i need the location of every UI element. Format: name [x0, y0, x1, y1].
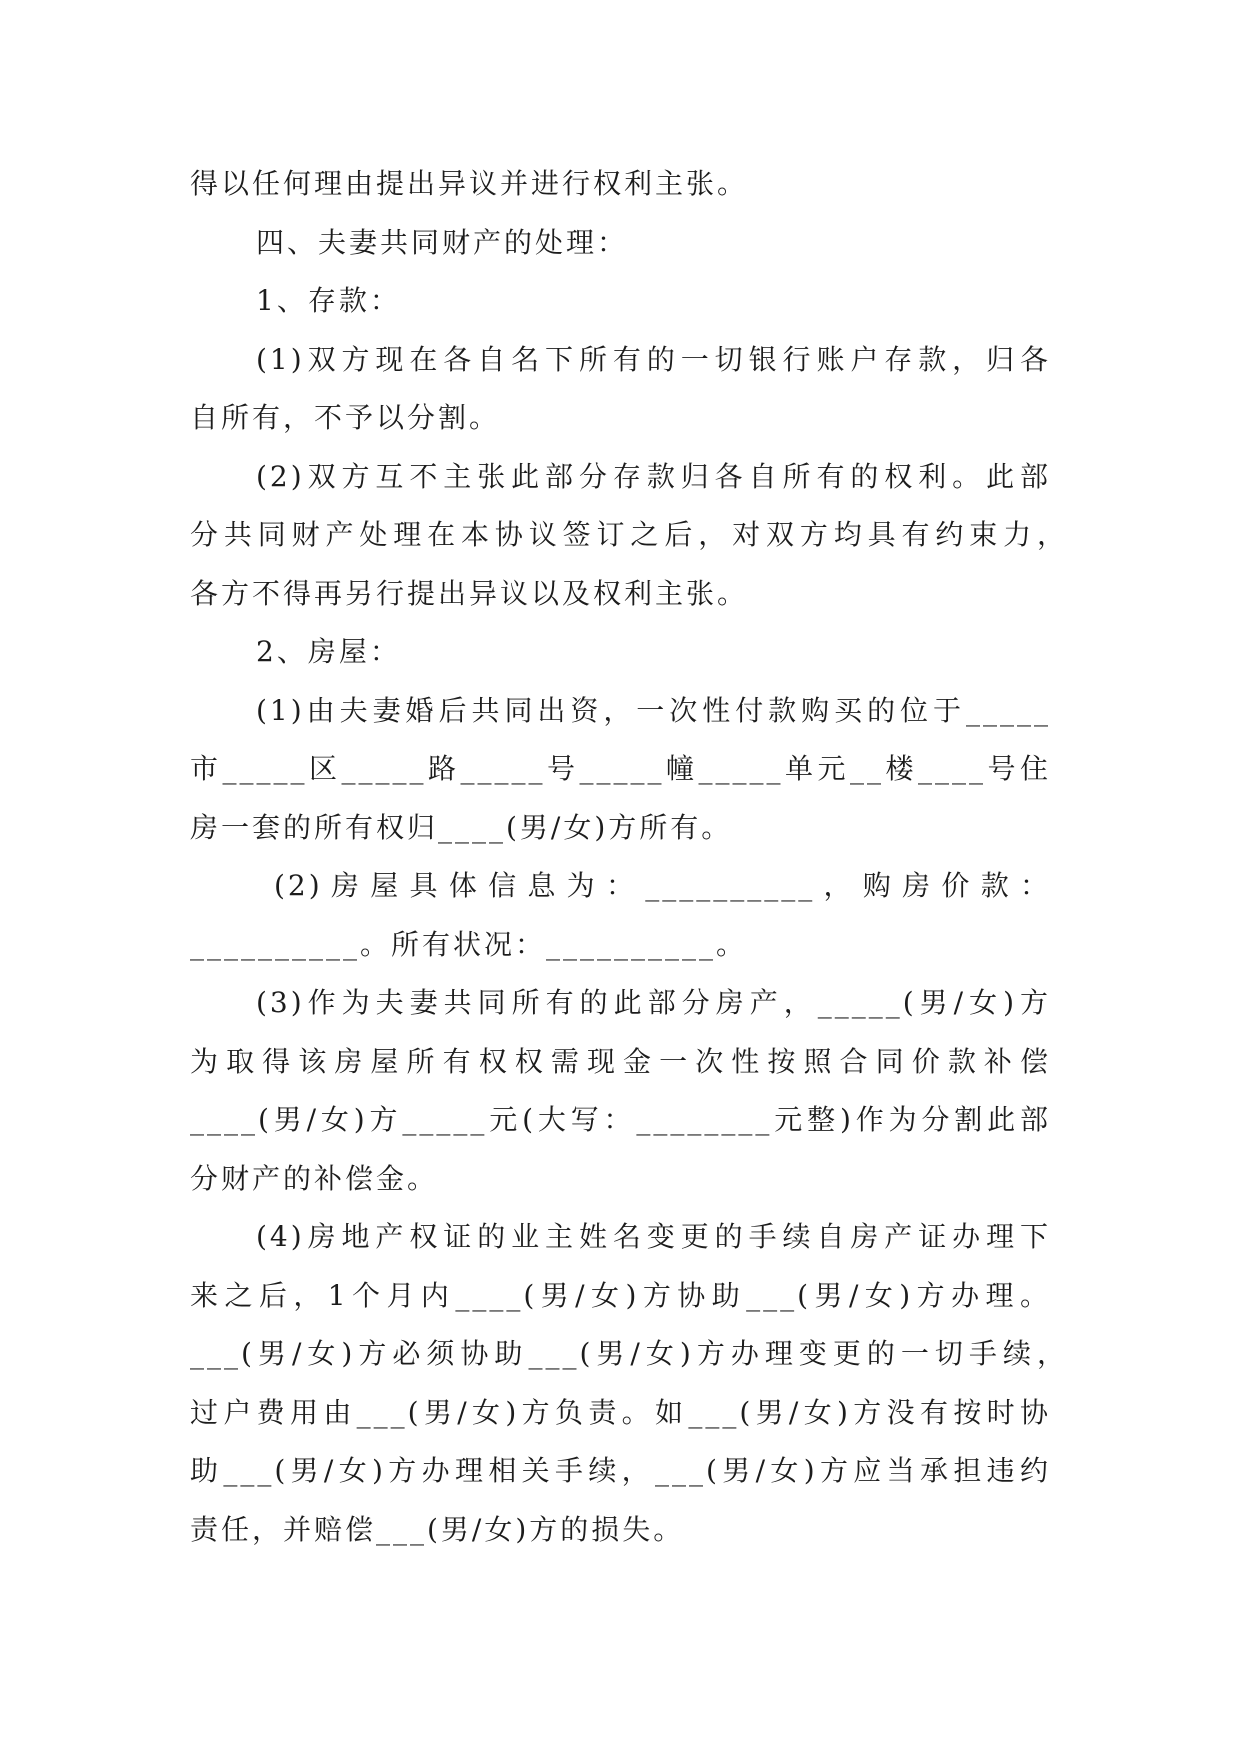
doc-line: (3)作为夫妻共同所有的此部分房产，_____(男/女)方 [256, 986, 1051, 1019]
clause-house-2 [190, 857, 1051, 974]
doc-line: __________。所有状况：__________。 [190, 927, 748, 961]
doc-line: 助___(男/女)方办理相关手续，___(男/女)方应当承担违约 [190, 1454, 1051, 1487]
doc-line: 房一套的所有权归____(男/女)方所有。 [190, 810, 733, 844]
clause-house-3 [190, 974, 1051, 1208]
doc-line: ____(男/女)方_____元(大写：________元整)作为分割此部 [190, 1103, 1051, 1136]
doc-line: 各方不得再另行提出异议以及权利主张。 [190, 576, 749, 610]
doc-line: 为取得该房屋所有权权需现金一次性按照合同价款补偿 [190, 1044, 1051, 1078]
clause-house-4 [190, 1208, 1068, 1559]
doc-line: ___(男/女)方必须协助___(男/女)方办理变更的一切手续， [190, 1337, 1068, 1370]
doc-line: (1)双方现在各自名下所有的一切银行账户存款，归各 [256, 342, 1051, 376]
doc-line: 得以任何理由提出异议并进行权利主张。 [190, 167, 749, 200]
doc-line: 来之后，1个月内____(男/女)方协助___(男/女)方办理。 [190, 1278, 1051, 1312]
section-heading: 四、夫妻共同财产的处理： [256, 225, 629, 259]
paragraph-continuation [190, 155, 1051, 214]
subsection-heading: 1、存款： [256, 284, 401, 317]
doc-line: 过户费用由___(男/女)方负责。如___(男/女)方没有按时协 [190, 1395, 1051, 1429]
doc-line: 市_____区_____路_____号_____幢_____单元__楼____号住 [190, 752, 1051, 785]
document-body [190, 155, 1068, 1559]
clause-deposits-2 [190, 448, 1068, 624]
subsection-heading-deposits [190, 272, 1051, 331]
subsection-heading-house [190, 623, 1051, 682]
doc-line: 分财产的补偿金。 [190, 1161, 439, 1195]
doc-line: 自所有，不予以分割。 [190, 401, 501, 434]
doc-line: 分共同财产处理在本协议签订之后，对双方均具有约束力， [190, 518, 1068, 551]
doc-line: (1)由夫妻婚后共同出资，一次性付款购买的位于_____ [256, 693, 1051, 727]
doc-line: (2)双方互不主张此部分存款归各自所有的权利。此部 [256, 459, 1051, 493]
clause-deposits-1 [190, 331, 1051, 448]
subsection-heading: 2、房屋： [256, 635, 401, 668]
doc-line: 责任，并赔偿___(男/女)方的损失。 [190, 1512, 685, 1546]
section-heading-common-property [190, 214, 1051, 273]
doc-line: (2)房屋具体信息为：__________，购房价款： [274, 869, 1051, 902]
clause-house-1 [190, 682, 1051, 858]
doc-line: (4)房地产权证的业主姓名变更的手续自房产证办理下 [256, 1220, 1051, 1253]
